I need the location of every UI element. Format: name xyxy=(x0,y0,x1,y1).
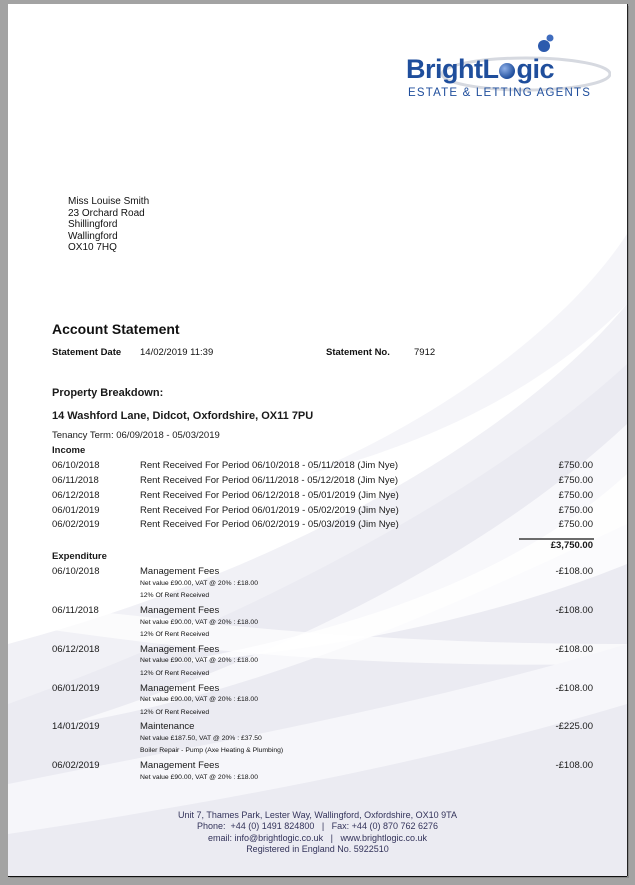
company-logo xyxy=(406,32,611,102)
income-description: Rent Received For Period 06/10/2018 - 05/11/2018 (Jim Nye) xyxy=(140,460,399,471)
expenditure-date: 06/01/2019 xyxy=(52,683,100,694)
recipient-address xyxy=(68,196,149,254)
income-row xyxy=(8,460,627,474)
income-amount: £750.00 xyxy=(558,460,593,471)
expenditure-date: 06/02/2019 xyxy=(52,760,100,771)
recipient-postcode: OX10 7HQ xyxy=(68,242,117,254)
income-total: £3,750.00 xyxy=(550,540,593,551)
expenditure-vat-detail: Net value £90.00, VAT @ 20% : £18.00 xyxy=(140,696,258,703)
expenditure-vat-detail: Net value £90.00, VAT @ 20% : £18.00 xyxy=(140,580,258,587)
income-row xyxy=(8,519,627,533)
expenditure-row xyxy=(8,760,627,774)
statement-number-label: Statement No. xyxy=(326,347,390,358)
recipient-town: Wallingford xyxy=(68,230,118,242)
income-date: 06/01/2019 xyxy=(52,505,100,516)
expenditure-description: Management Fees xyxy=(140,760,220,771)
expenditure-vat-detail: Net value £90.00, VAT @ 20% : £18.00 xyxy=(140,774,258,781)
income-date: 06/10/2018 xyxy=(52,460,100,471)
expenditure-description: Management Fees xyxy=(140,605,220,616)
expenditure-row xyxy=(8,605,627,619)
footer-contact: Phone: +44 (0) 1491 824800 | Fax: +44 (0) 870 762 6276 xyxy=(196,821,438,832)
income-description: Rent Received For Period 06/02/2019 - 05/03/2019 (Jim Nye) xyxy=(140,519,399,530)
expenditure-amount: -£108.00 xyxy=(555,605,593,616)
income-description: Rent Received For Period 06/11/2018 - 05/12/2018 (Jim Nye) xyxy=(140,475,399,486)
expenditure-vat-detail: Net value £187.50, VAT @ 20% : £37.50 xyxy=(140,735,262,742)
expenditure-row xyxy=(8,683,627,697)
expenditure-description: Management Fees xyxy=(140,683,220,694)
expenditure-date: 14/01/2019 xyxy=(52,721,100,732)
expenditure-date: 06/11/2018 xyxy=(52,605,99,616)
statement-date-label: Statement Date xyxy=(52,347,122,358)
expenditure-date: 06/10/2018 xyxy=(52,566,100,577)
expenditure-amount: -£108.00 xyxy=(555,683,593,694)
income-date: 06/11/2018 xyxy=(52,475,99,486)
statement-date-value: 14/02/2019 11:39 xyxy=(140,347,214,358)
expenditure-amount: -£108.00 xyxy=(555,760,593,771)
expenditure-note: Boiler Repair - Pump (Axe Heating & Plumbing) xyxy=(140,747,284,754)
expenditure-amount: -£108.00 xyxy=(555,644,593,655)
logo-tagline: ESTATE & LETTING AGENTS xyxy=(408,87,592,99)
expenditure-note: 12% Of Rent Received xyxy=(140,709,210,716)
footer-address: Unit 7, Thames Park, Lester Way, Wallingford, Oxfordshire, OX10 9TA xyxy=(178,810,457,820)
page-title: Account Statement xyxy=(52,321,180,337)
statement-number-value: 7912 xyxy=(414,347,436,358)
expenditure-amount: -£108.00 xyxy=(555,566,593,577)
income-amount: £750.00 xyxy=(558,505,593,516)
expenditure-vat-detail: Net value £90.00, VAT @ 20% : £18.00 xyxy=(140,657,258,664)
tenancy-term: Tenancy Term: 06/09/2018 - 05/03/2019 xyxy=(52,430,220,441)
income-description: Rent Received For Period 06/12/2018 - 05/01/2019 (Jim Nye) xyxy=(140,490,399,501)
logo-wordmark: BrightL gic xyxy=(406,54,554,84)
expenditure-note: 12% Of Rent Received xyxy=(140,670,210,677)
expenditure-row xyxy=(8,566,627,580)
expenditure-description: Maintenance xyxy=(140,721,195,732)
expenditure-note: 12% Of Rent Received xyxy=(140,631,210,638)
expenditure-vat-detail: Net value £90.00, VAT @ 20% : £18.00 xyxy=(140,619,258,626)
expenditure-description: Management Fees xyxy=(140,566,220,577)
statement-page xyxy=(8,4,627,876)
logo-o-sphere-icon xyxy=(499,63,515,79)
expenditure-row xyxy=(8,644,627,658)
income-amount: £750.00 xyxy=(558,475,593,486)
income-row xyxy=(8,475,627,489)
footer-registration: Registered in England No. 5922510 xyxy=(246,843,389,854)
recipient-name: Miss Louise Smith xyxy=(68,196,150,207)
income-amount: £750.00 xyxy=(558,519,593,530)
recipient-street: 23 Orchard Road xyxy=(68,207,145,219)
recipient-locality: Shillingford xyxy=(68,219,118,231)
expenditure-heading: Expenditure xyxy=(52,551,107,562)
footer-web: email: info@brightlogic.co.uk | www.brightlogic.co.uk xyxy=(207,832,428,843)
company-footer xyxy=(8,810,627,855)
income-row xyxy=(8,505,627,519)
expenditure-date: 06/12/2018 xyxy=(52,644,100,655)
income-description: Rent Received For Period 06/01/2019 - 05/02/2019 (Jim Nye) xyxy=(140,505,399,516)
income-date: 06/02/2019 xyxy=(52,519,100,530)
income-amount: £750.00 xyxy=(558,490,593,501)
property-breakdown-heading: Property Breakdown: xyxy=(52,387,164,399)
income-heading: Income xyxy=(52,445,86,456)
expenditure-amount: -£225.00 xyxy=(555,721,593,732)
expenditure-row xyxy=(8,721,627,735)
expenditure-note: 12% Of Rent Received xyxy=(140,592,210,599)
income-date: 06/12/2018 xyxy=(52,490,100,501)
property-address: 14 Washford Lane, Didcot, Oxfordshire, OX11 7PU xyxy=(52,410,314,422)
income-row xyxy=(8,490,627,504)
expenditure-description: Management Fees xyxy=(140,644,220,655)
